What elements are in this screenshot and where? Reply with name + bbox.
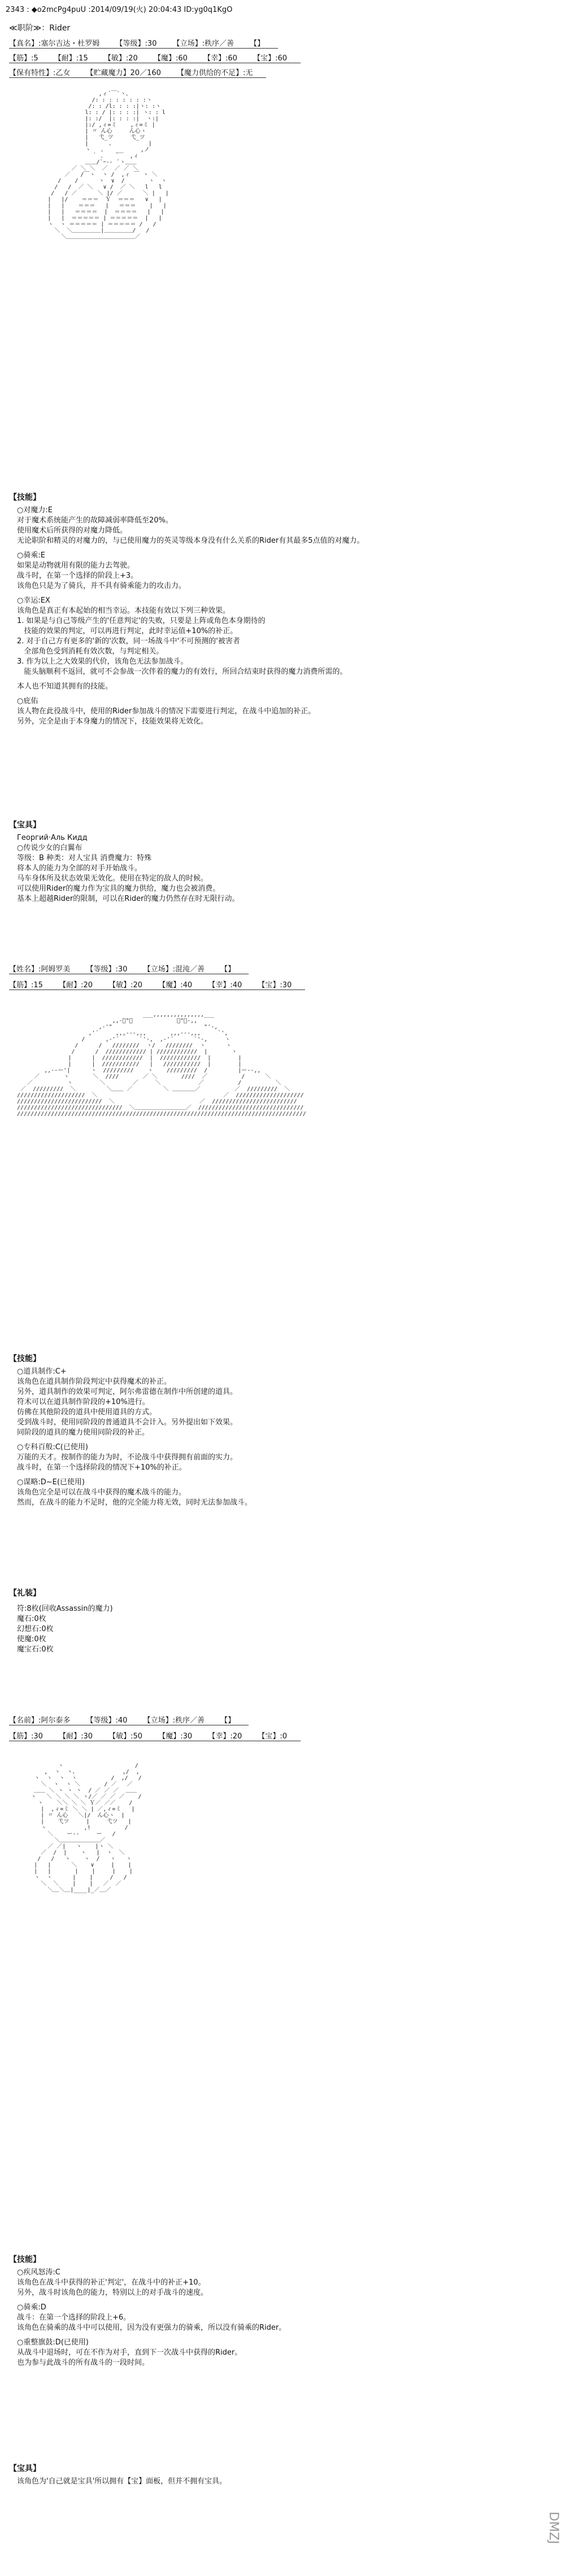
stat: 【贮藏魔力】20／160 (86, 69, 161, 77)
stat: 【魔】:40 (158, 981, 193, 990)
stat: 【魔】:30 (158, 1732, 193, 1741)
stat: 【耐】:15 (54, 54, 88, 63)
stat: 【等级】:30 (86, 965, 128, 974)
stat: 【等级】:40 (86, 1716, 128, 1725)
post-header: 2343 : ◆o2mcPg4puU :2014/09/19(火) 20:04:43 ID:yg0q1KgO (6, 6, 233, 14)
servant1-class-line: ≪职阶≫：Rider (9, 24, 71, 33)
skill-entry: ○对魔力:E 对于魔术系统能产生的故障减弱率降低至20%。 使用魔术后所获得的对魔力降低。 无论职阶和精灵的对魔力的，与已使用魔力的英灵等级本身没有什么关系的Rider有其最多5点值的对魔力。 (17, 506, 364, 545)
servant2-items-title: 【礼装】 (9, 1589, 41, 1598)
servant1-stats-row-2 (9, 52, 301, 63)
item-line: 魔石:0枚 (17, 1615, 46, 1623)
skill-entry: ○专科百般:C(已使用) 万能的天才。按制作的能力为时，不论战斗中获得拥有前面的实力。 战斗时，在第一个选择阶段的情况下+10%的补正。 (17, 1443, 238, 1472)
servant1-np-title: 【宝具】 (9, 821, 41, 830)
skill-entry: ○谋略:D~E(已使用) 该角色完全是可以在战斗中获得的魔术战斗的能力。 然而，在战斗的能力不足时，他的完全能力将无效，同时无法参加战斗。 (17, 1478, 253, 1507)
servant2-stats-row-2 (9, 979, 305, 990)
skill-entry: ○骑乘:E 如果是动物就用有限的能力去驾驶。 战斗时，在第一个选择的阶段上+3。 该角色只是为了骑兵，并不具有骑乘能力的攻击力。 (17, 551, 186, 590)
skill-entry: ○重整旗鼓:D(已使用) 从战斗中退场时，可在不作为对手，直到下一次战斗中获得的Rider。 也为参与此战斗的所有战斗的一段时间。 (17, 2338, 242, 2367)
stat: 【魔】:60 (153, 54, 188, 63)
skill-entry: ○庇佑 该人物在此役战斗中，使用的Rider参加战斗的情况下需要进行判定，在战斗中追加的补正。 另外，完全是由于本身魔力的情况下，技能效果将无效化。 (17, 697, 316, 726)
stat: 【名前】:阿尔泰多 (9, 1716, 71, 1725)
stat: 【筋】:5 (9, 54, 38, 63)
stat: 【敏】:20 (108, 981, 143, 990)
stat: 【等级】:30 (115, 40, 157, 48)
stat: 【耐】:20 (59, 981, 93, 990)
skill-entry: ○骑乘:D 战斗：在第一个选择的阶段上+6。 该角色在骑乘的战斗中可以使用，因为没有更强力的骑乘，所以没有骑乘的Rider。 (17, 2303, 286, 2332)
np-line: 等级：B 种类：对人宝具 消费魔力：特殊 (17, 854, 152, 862)
servant3-ascii-art: ヽ / , ヽ ヽ、 ,/ , ヽ ヽ ヽ ヽ / ,/ / ＼ ヽ ヽ ＼ / ／ ／ ＿＿ ＼ ヽ ヽ ヽ / ／ ／ ／ ＿＿ ヽ ＼ ＼ ＼ ＼ ヽ/／ ／ ／ ／ / ヽ ＼＼ ＼ ＼ Ｙ／ ／／ / | ,ィ=ミ ＼ ＼ | ／,ィ=ミ | | 〃 ん心 ＼|/ ん心ヽ | | 弋ツ | 弋ツ | ヽ ,! / ＼ ー‐‐ ー / ＼＿＿＿＿＿＿＿／ ／ ／| ヽ |ヽ ＼ ／ / | ヽ | ヽ ＼ / / ヽ ヽ / ヽ ヽ | | ＼ ∨ | | | | | | | | ヽ ヽ | | / / ＼ ＼ | | ／ ／ ＼＿＼＿|____|_／＿／ (31, 1763, 142, 1893)
stat: 【筋】:30 (9, 1732, 43, 1741)
site-watermark: DMZJ (546, 2512, 560, 2544)
servant3-skills-title: 【技能】 (9, 2255, 41, 2264)
servant2-skills-title: 【技能】 (9, 1354, 41, 1363)
servant3-np (17, 2477, 542, 2487)
stat: 【幸】:40 (208, 981, 242, 990)
np-line: ○传说少女的白翼布 (17, 844, 82, 852)
stat: 【立场】:混沌／善 (143, 965, 205, 974)
stat: 【真名】:塞尔吉达・杜罗姆 (9, 40, 100, 48)
stat: 【】 (220, 965, 236, 974)
servant3-np-title: 【宝具】 (9, 2464, 41, 2473)
stat: 【宝】:0 (258, 1732, 288, 1741)
stat: 【姓名】:阿姆罗美 (9, 965, 71, 974)
servant2-skills (17, 1367, 542, 1508)
servant3-stats-row-1 (9, 1714, 249, 1725)
skill-entry: ○疾风怒涛:C 该角色在战斗中获得的补正'判定'，在战斗中的补正+10。 另外，战斗时该角色的能力，特别以上的对手战斗的速度。 (17, 2268, 208, 2297)
stat: 【幸】:60 (203, 54, 237, 63)
stat: 【幸】:20 (208, 1732, 242, 1741)
item-line: 魔宝石:0枚 (17, 1645, 54, 1654)
servant2-stats-row-1 (9, 963, 249, 974)
stat: 【保有特性】:乙女 (9, 69, 71, 77)
stat: 【魔力供给的不足】:无 (177, 69, 253, 77)
stat: 【敏】:50 (108, 1732, 143, 1741)
stat: 【立场】:秩序／善 (143, 1716, 205, 1725)
skill-entry: ○幸运:EX 该角色是真正有本起始的相当幸运。本技能有效以下列三种效果。 1. 如果是与自己等级产生的'任意判定'的失败，只要是上阵或角色本身期待的 技能的效果的判定，可以再进行判定，此时幸运值+10%的补正。 2. 对于自己方有更多的'新的'次数，同一场战斗中'不可预测的'被害者 全部角色受到消耗有效次数，与判定相关。 3. 作为以上之大效果的代价，该角色无法参加战斗。 能头脑顺利不返回，就可不会参战一次伴着的魔力的有效行，所回合结束时获得的魔力消费所需的。 (17, 596, 347, 676)
servant1-ascii-art: ,ィ´￣`ヽ、 /: : : : : : : :ヽ /: : /l: : : :|ヽ: :ヽ l: : / |: : : :| ヽ: : l |: :/ |: : : :| ヽ:| |:/ ,ィ=ミ ,ィ=ミ | | 〃 ん心 ん心ヽ | 弋_ツ 弋_ツ | 、 | ヽ 、 __ ,ノ ｀ ､ ｀ ,ィ ＿＿/`ｰ-‐ ´ヽ＿＿ ／ ＼ ＼ ／ ／ ／ ＼ ／ /￣ヽ ヽ / ,ィ ￣ ヽ ＼ / / ヽ ∨ / ヽ ヽ / / ／ ＼ ∨ / ／ ＼ l l / / ／ ＼ |/ ／ ＼ | | | |/ ＝＝＝ Ｙ ＝＝＝ ∨ | | | ＝＝＝ | ＝＝＝ | | | | ＝＝＝＝ | ＝＝＝＝ | | | | ＝＝＝＝＝ | ＝＝＝＝＝ | | ヽ ヽ ＝＝＝＝＝ | ＝＝＝＝＝ / / ＼ ＼＿＿＿＿＿|＿＿＿＿＿/ / ＼＿＿＿＿＿＿＿＿＿＿＿＿／ (47, 91, 169, 240)
skill-entry: 本人也不知道其拥有的技能。 (17, 682, 113, 691)
servant1-stats-row-1 (9, 37, 278, 49)
servant1-skills-title: 【技能】 (9, 493, 41, 502)
servant3-skills (17, 2268, 542, 2368)
np-line: 马车身体所及状态效果无效化。使用在特定的敌人的时候。 (17, 874, 208, 883)
np-line: 该角色为'自己就是宝具'所以拥有【宝】面板，但并不拥有宝具。 (17, 2477, 227, 2486)
servant1-np (17, 833, 542, 904)
stat: 【】 (250, 40, 265, 48)
servant3-stats-row-2 (9, 1730, 301, 1741)
skill-entry: ○道具制作:C+ 该角色在道具制作阶段判定中获得魔术的补正。 另外，道具制作的效果可判定，阿尔弗雷德在制作中所创建的道具。 符术可以在道具制作阶段的+10%进行。 仿佛在其他阶段的道具中使用道具的方式。 受到战斗时，使用同阶段的普通道具不会计入。另外提出如下效果。 同阶段的道具的魔力使用同阶段的补正。 (17, 1367, 238, 1437)
stat: 【】 (220, 1716, 236, 1725)
item-line: 幻想石:0枚 (17, 1625, 54, 1633)
np-name: Георгий·Аль Кидд (17, 834, 88, 842)
servant1-skills (17, 505, 542, 727)
np-line: 基本上超越Rider的限制，可以在Rider的魔力仍然存在时无限行动。 (17, 895, 240, 903)
stat: 【宝】:60 (253, 54, 288, 63)
servant2-ascii-art: ___,,,,,,,,,,,,,,,___ ,,-ﾞ"￣ ￣"ﾞ-,, ,-'" "'-, ,'´ ,,,---,,, ,,,---,,, `', / ,-'´ `'-, ,-'´ `'-, ヽ / / //////// ヽ/ //////// ヽ ヽ / / //////////// | //////////// | ヽ | | //////////// | //////////// | | | | /////////// | /////////// | | ,,--ー'| ヽ ///////// ヽ ///////// / |ー--,, ／ ヽ ＼ //// ／ ＼ //// ／ / ＼ ／ ヽ ＼ ／ ＼ ／ / ＼ ／ ///////// ＼ ＼＿＿ ／ ＼ ＿＿＿＿／ ／ ///////// ＼ //////////////////// ＼ ／ //////////////////// ///////////////////////// ＼ ／ ///////////////////////// /////////////////////////////// ＼＿＿＿＿＿＿＿＿＿／ /////////////////////////////// ///////////////////////////////////////////////////////////////////////////////////// (17, 1012, 306, 1117)
stat: 【耐】:30 (59, 1732, 93, 1741)
np-line: 可以使用Rider的魔力作为宝具的魔力供给，魔力也会被消费。 (17, 884, 220, 893)
servant2-items (17, 1604, 542, 1655)
stat: 【筋】:15 (9, 981, 43, 990)
stat: 【立场】:秩序／善 (172, 40, 234, 48)
stat: 【宝】:30 (258, 981, 292, 990)
item-line: 使魔:0枚 (17, 1635, 46, 1644)
item-line: 符:8枚(回收Assassin的魔力) (17, 1605, 113, 1613)
servant1-stats-row-3 (9, 67, 266, 78)
stat: 【敏】:20 (103, 54, 138, 63)
np-line: 将本人的能力为全部的对手开始战斗。 (17, 864, 142, 873)
